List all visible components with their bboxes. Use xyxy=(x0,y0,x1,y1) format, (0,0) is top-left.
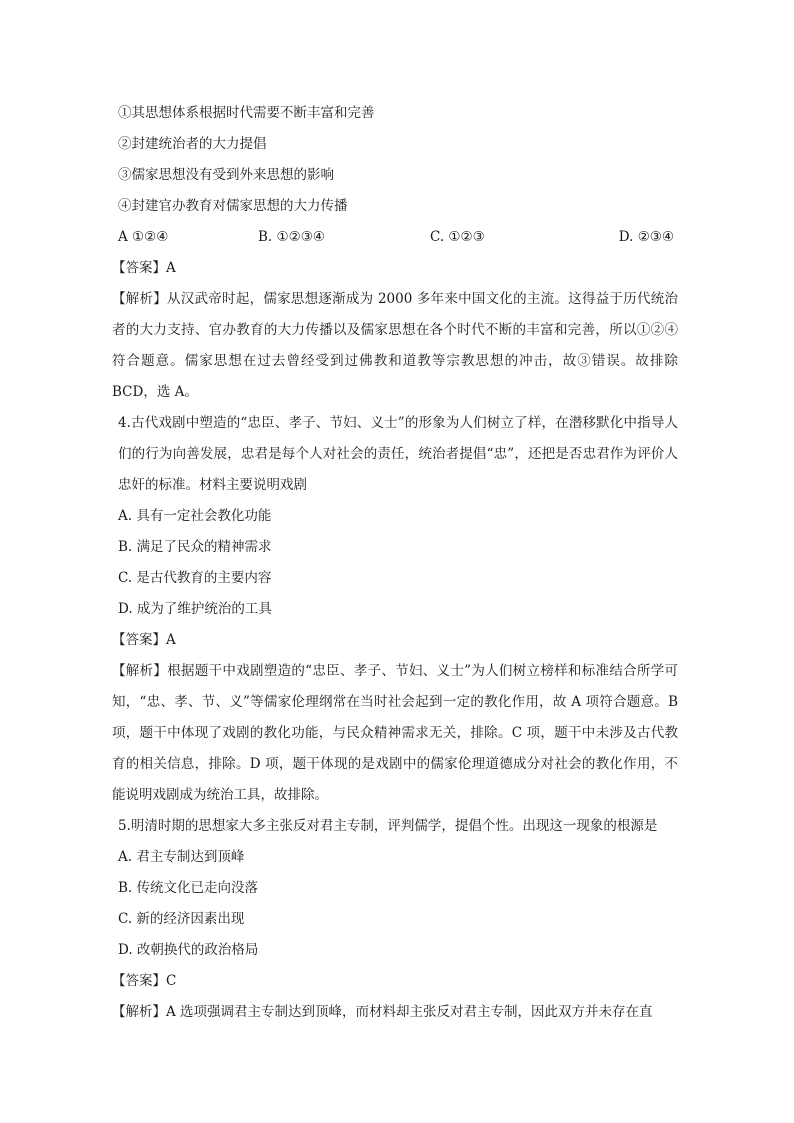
q5-analysis-text: A 选项强调君主专制达到顶峰，而材料却主张反对君主专制，因此双方并未存在直 xyxy=(166,1004,653,1020)
q4-answer xyxy=(112,625,678,656)
q4-stem: 4.古代戏剧中塑造的“忠臣、孝子、节妇、义士”的形象为人们树立了样，在潜移默化中指导人们的行为向善发展，忠君是每个人对社会的责任，统治者提倡“忠”，还把是否忠君作为评价人忠奸的标准。材料主要说明戏剧 xyxy=(118,415,678,493)
q5-answer xyxy=(112,966,678,997)
q3-analysis-label: 【解析】 xyxy=(112,291,168,307)
q4-choice-b: B. 满足了民众的精神需求 xyxy=(118,539,272,555)
q3-answer xyxy=(112,253,678,284)
q5-analysis-label: 【解析】 xyxy=(112,1004,166,1020)
document-page xyxy=(112,98,679,1028)
q4-analysis-text: 根据题干中戏剧塑造的“忠臣、孝子、节妇、义士”为人们树立榜样和标准结合所学可知，“忠、孝、节、义”等儒家伦理纲常在当时社会起到一定的教化作用，故 A 项符合题意。B 项，题干中体现了戏剧的教化功能，与民众精神需求无关，排除。C 项，题干中未涉及古代教育的相关信息，排除。D 项，题干体现的是戏剧中的儒家伦理道德成分对社会的教化作用，不能说明戏剧成为统治工具，故排除。 xyxy=(112,663,679,803)
q4-analysis-label: 【解析】 xyxy=(112,663,168,679)
q3-option-c: C. ①②③ xyxy=(430,229,485,245)
q3-item-4: ④封建官办教育对儒家思想的大力传播 xyxy=(118,198,348,214)
q5-choice-c: C. 新的经济因素出现 xyxy=(118,911,245,927)
q3-option-d: D. ②③④ xyxy=(618,229,674,245)
q5-choice-d: D. 改朝换代的政治格局 xyxy=(118,942,259,958)
q3-answer-value: A xyxy=(166,260,176,276)
q5-answer-value: C xyxy=(166,973,177,989)
q4-analysis xyxy=(112,656,678,811)
q3-item-2: ②封建统治者的大力提倡 xyxy=(118,136,267,152)
q3-option-b: B. ①②③④ xyxy=(258,229,325,245)
q5-choice-a: A. 君主专制达到顶峰 xyxy=(118,849,245,865)
q3-analysis-text: 从汉武帝时起，儒家思想逐渐成为 2000 多年来中国文化的主流。这得益于历代统治者的大力支持、官办教育的大力传播以及儒家思想在各个时代不断的丰富和完善，所以①②④符合题意。儒家思想在过去曾经受到过佛教和道教等宗教思想的冲击，故③错误。故排除 BCD，选 A。 xyxy=(112,291,678,400)
q4-answer-value: A xyxy=(166,632,176,648)
q5-answer-label: 【答案】 xyxy=(112,973,166,989)
q4-choice-c: C. 是古代教育的主要内容 xyxy=(118,570,272,586)
q3-item-3: ③儒家思想没有受到外来思想的影响 xyxy=(118,167,334,183)
q4-choice-d: D. 成为了维护统治的工具 xyxy=(118,601,272,617)
q3-answer-label: 【答案】 xyxy=(112,260,166,276)
q5-stem: 5.明清时期的思想家大多主张反对君主专制，评判儒学，提倡个性。出现这一现象的根源是 xyxy=(118,818,658,834)
q3-item-1: ①其思想体系根据时代需要不断丰富和完善 xyxy=(118,105,375,121)
q4-answer-label: 【答案】 xyxy=(112,632,166,648)
q5-analysis xyxy=(112,997,678,1028)
q3-option-a: A ①②④ xyxy=(118,229,169,245)
q3-analysis xyxy=(112,284,678,408)
q4-choice-a: A. 具有一定社会教化功能 xyxy=(118,508,272,524)
q3-options xyxy=(118,222,678,253)
q5-choice-b: B. 传统文化已走向没落 xyxy=(118,880,259,896)
